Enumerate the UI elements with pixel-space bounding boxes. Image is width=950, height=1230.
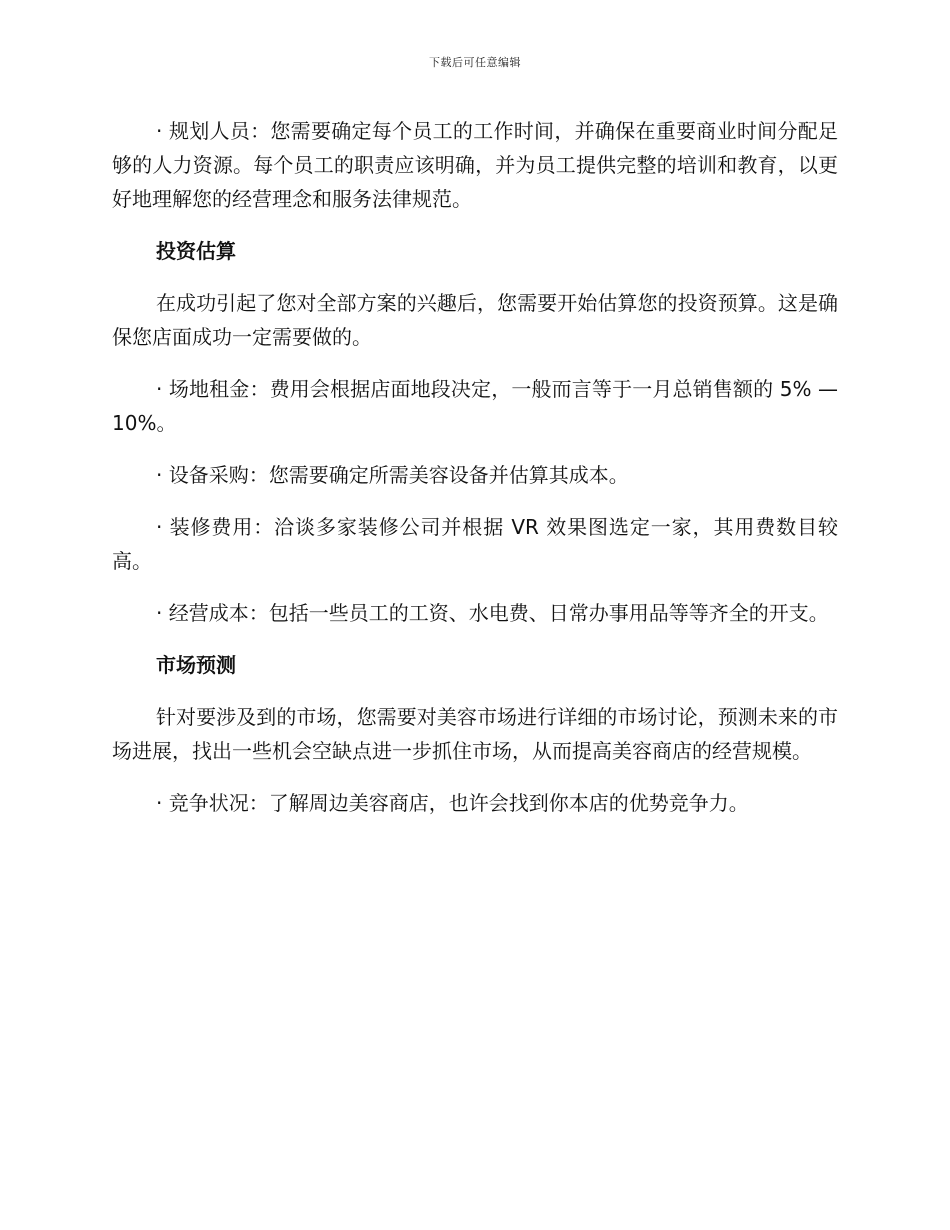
paragraph-investment-intro: 在成功引起了您对全部方案的兴趣后，您需要开始估算您的投资预算。这是确保您店面成功一定需要做的。 bbox=[112, 291, 838, 349]
paragraph-market-intro: 针对要涉及到的市场，您需要对美容市场进行详细的市场讨论，预测未来的市场进展，找出一些机会空缺点进一步抓住市场，从而提高美容商店的经营规模。 bbox=[112, 705, 838, 763]
header-note: 下载后可任意编辑 bbox=[429, 56, 521, 69]
paragraph-equipment: · 设备采购：您需要确定所需美容设备并估算其成本。 bbox=[156, 463, 629, 487]
section-heading-market: 市场预测 bbox=[156, 653, 236, 677]
paragraph-operating-cost: · 经营成本：包括一些员工的工资、水电费、日常办事用品等等齐全的开支。 bbox=[156, 601, 829, 625]
paragraph-competition: · 竞争状况：了解周边美容商店，也许会找到你本店的优势竞争力。 bbox=[156, 791, 749, 815]
paragraph-staff-planning: · 规划人员：您需要确定每个员工的工作时间，并确保在重要商业时间分配足够的人力资源。每个员工的职责应该明确，并为员工提供完整的培训和教育，以更好地理解您的经营理念和服务法律规范。 bbox=[112, 119, 838, 211]
document-body bbox=[112, 114, 838, 838]
paragraph-renovation: · 装修费用：洽谈多家装修公司并根据 VR 效果图选定一家，其用费数目较高。 bbox=[112, 515, 838, 573]
paragraph-rent: · 场地租金：费用会根据店面地段决定，一般而言等于一月总销售额的 5% — 10%。 bbox=[112, 377, 838, 435]
section-heading-investment: 投资估算 bbox=[156, 239, 236, 263]
